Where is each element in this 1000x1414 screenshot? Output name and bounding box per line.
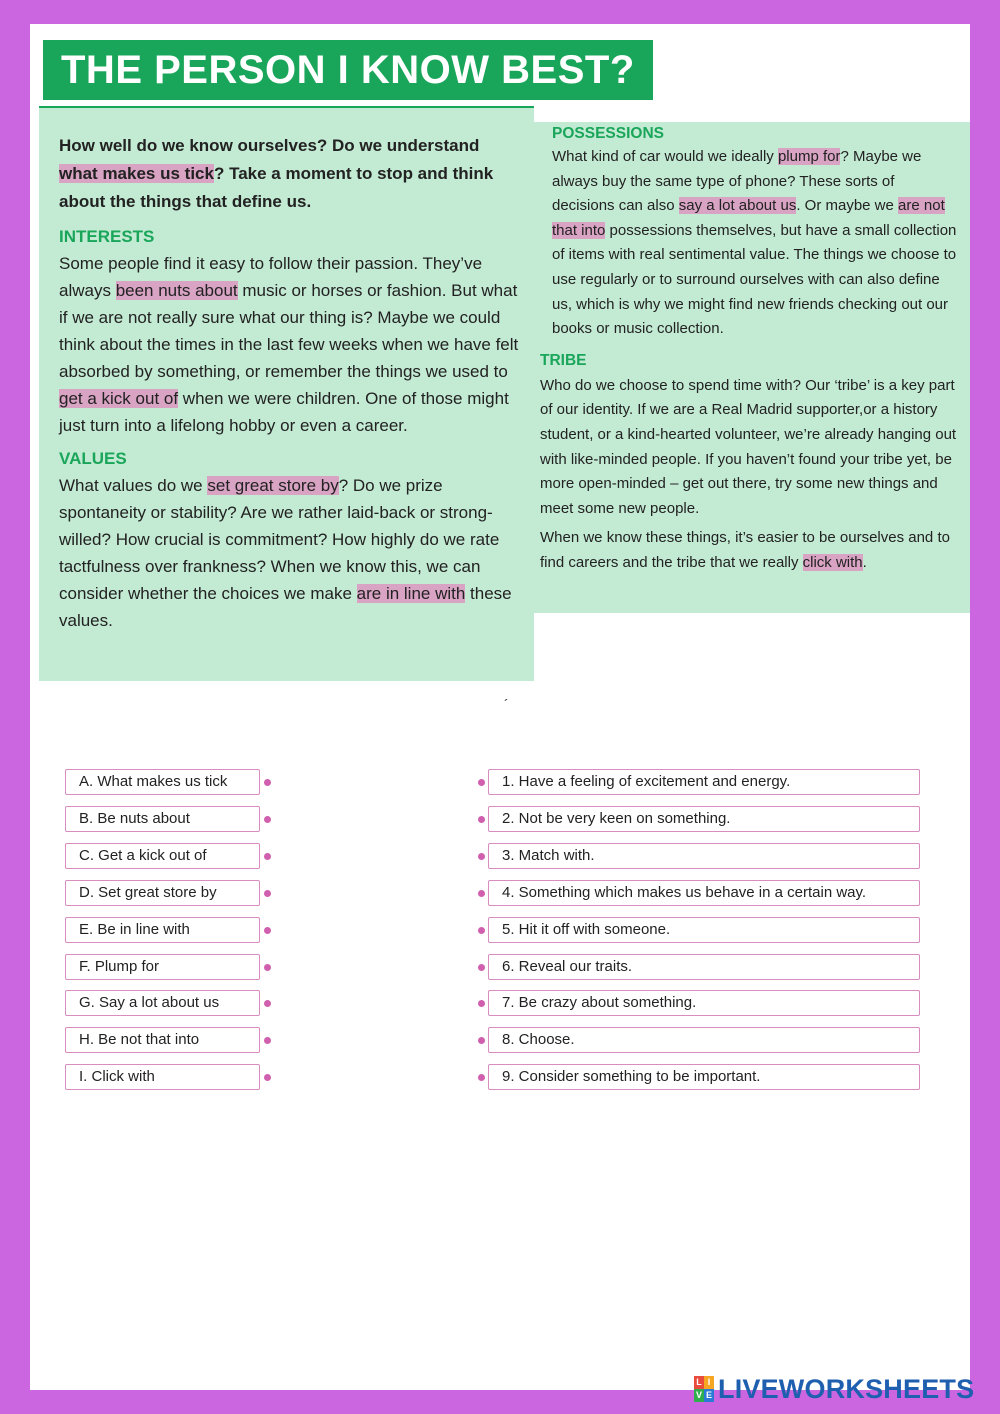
- values-heading: VALUES: [59, 449, 127, 468]
- highlight-phrase: are in line with: [356, 584, 466, 603]
- reading-panel-right: [534, 122, 970, 613]
- match-connector-dot[interactable]: [478, 1074, 485, 1081]
- match-connector-dot[interactable]: [264, 1074, 271, 1081]
- match-definition[interactable]: 1. Have a feeling of excitement and energy.: [488, 769, 920, 795]
- highlight-phrase: plump for: [777, 148, 841, 165]
- match-definition[interactable]: 8. Choose.: [488, 1027, 920, 1053]
- highlight-phrase: what makes us tick: [59, 164, 214, 183]
- match-term[interactable]: H. Be not that into: [65, 1027, 260, 1053]
- match-definition[interactable]: 2. Not be very keen on something.: [488, 806, 920, 832]
- match-term[interactable]: D. Set great store by: [65, 880, 260, 906]
- highlight-phrase: been nuts about: [115, 281, 238, 300]
- tribe-heading: TRIBE: [540, 351, 587, 369]
- match-connector-dot[interactable]: [478, 816, 485, 823]
- match-connector-dot[interactable]: [264, 927, 271, 934]
- match-term[interactable]: G. Say a lot about us: [65, 990, 260, 1016]
- match-connector-dot[interactable]: [264, 890, 271, 897]
- match-connector-dot[interactable]: [264, 1037, 271, 1044]
- match-connector-dot[interactable]: [478, 779, 485, 786]
- stray-mark: ´: [504, 696, 509, 712]
- match-connector-dot[interactable]: [478, 1000, 485, 1007]
- match-definition[interactable]: 3. Match with.: [488, 843, 920, 869]
- match-connector-dot[interactable]: [478, 853, 485, 860]
- match-term[interactable]: F. Plump for: [65, 954, 260, 980]
- reading-panel-left: [39, 108, 534, 681]
- values-paragraph: What values do we set great store by? Do we prize spontaneity or stability? Are we rather laid-back or strong-willed? How crucial is commitment? How highly do we rate tactfulness over frankness? When we know this, we can consider whether the choices we make are in line with these values.: [59, 476, 512, 630]
- match-connector-dot[interactable]: [478, 1037, 485, 1044]
- highlight-phrase: set great store by: [207, 476, 339, 495]
- liveworksheets-logo: [694, 1374, 974, 1404]
- highlight-phrase: are not that into: [552, 197, 945, 239]
- match-connector-dot[interactable]: [478, 964, 485, 971]
- match-connector-dot[interactable]: [264, 853, 271, 860]
- match-term[interactable]: B. Be nuts about: [65, 806, 260, 832]
- logo-text: LIVEWORKSHEETS: [718, 1373, 975, 1404]
- page-title: THE PERSON I KNOW BEST?: [61, 48, 635, 92]
- match-connector-dot[interactable]: [264, 964, 271, 971]
- match-definition[interactable]: 6. Reveal our traits.: [488, 954, 920, 980]
- interests-paragraph: Some people find it easy to follow their passion. They’ve always been nuts about music or horses or fashion. But what if we are not really sure what our thing is? Maybe we could think about the times in the last few weeks when we have felt absorbed by something, or remember the things we used to get a kick out of when we were children. One of those might just turn into a lifelong hobby or even a career.: [59, 254, 519, 435]
- match-definition[interactable]: 4. Something which makes us behave in a certain way.: [488, 880, 920, 906]
- highlight-phrase: click with: [802, 553, 863, 571]
- match-connector-dot[interactable]: [264, 816, 271, 823]
- intro-paragraph: How well do we know ourselves? Do we understand what makes us tick? Take a moment to stop and think about the things that define us.: [59, 136, 494, 211]
- match-term[interactable]: E. Be in line with: [65, 917, 260, 943]
- closing-paragraph: When we know these things, it’s easier to be ourselves and to find careers and the tribe that we really click with.: [540, 529, 950, 571]
- match-connector-dot[interactable]: [264, 779, 271, 786]
- match-term[interactable]: A. What makes us tick: [65, 769, 260, 795]
- match-definition[interactable]: 7. Be crazy about something.: [488, 990, 920, 1016]
- match-term[interactable]: C. Get a kick out of: [65, 843, 260, 869]
- possessions-heading: POSSESSIONS: [552, 125, 664, 142]
- match-connector-dot[interactable]: [478, 890, 485, 897]
- possessions-paragraph: What kind of car would we ideally plump for? Maybe we always buy the same type of phone? These sorts of decisions can also say a lot about us. Or maybe we are not that into possessions themselves, but have a small collection of items with real sentimental value. The things we choose to use regularly or to surround ourselves with can also define us, which is why we might find new friends checking out our books or music collection.: [552, 148, 957, 338]
- match-connector-dot[interactable]: [264, 1000, 271, 1007]
- match-connector-dot[interactable]: [478, 927, 485, 934]
- match-definition[interactable]: 5. Hit it off with someone.: [488, 917, 920, 943]
- match-term[interactable]: I. Click with: [65, 1064, 260, 1090]
- highlight-phrase: say a lot about us: [678, 197, 797, 215]
- interests-heading: INTERESTS: [59, 227, 155, 246]
- title-banner: [43, 40, 653, 100]
- live-icon: L I V E: [695, 1377, 712, 1400]
- highlight-phrase: get a kick out of: [59, 389, 179, 408]
- match-definition[interactable]: 9. Consider something to be important.: [488, 1064, 920, 1090]
- tribe-paragraph: Who do we choose to spend time with? Our ‘tribe’ is a key part of our identity. If we are a Real Madrid supporter,or a history student, or a kind-hearted volunteer, we’re already hanging out with like-minded people. If you haven’t found your tribe yet, be more open-minded – get out there, try some new things and meet some new people.: [540, 376, 957, 517]
